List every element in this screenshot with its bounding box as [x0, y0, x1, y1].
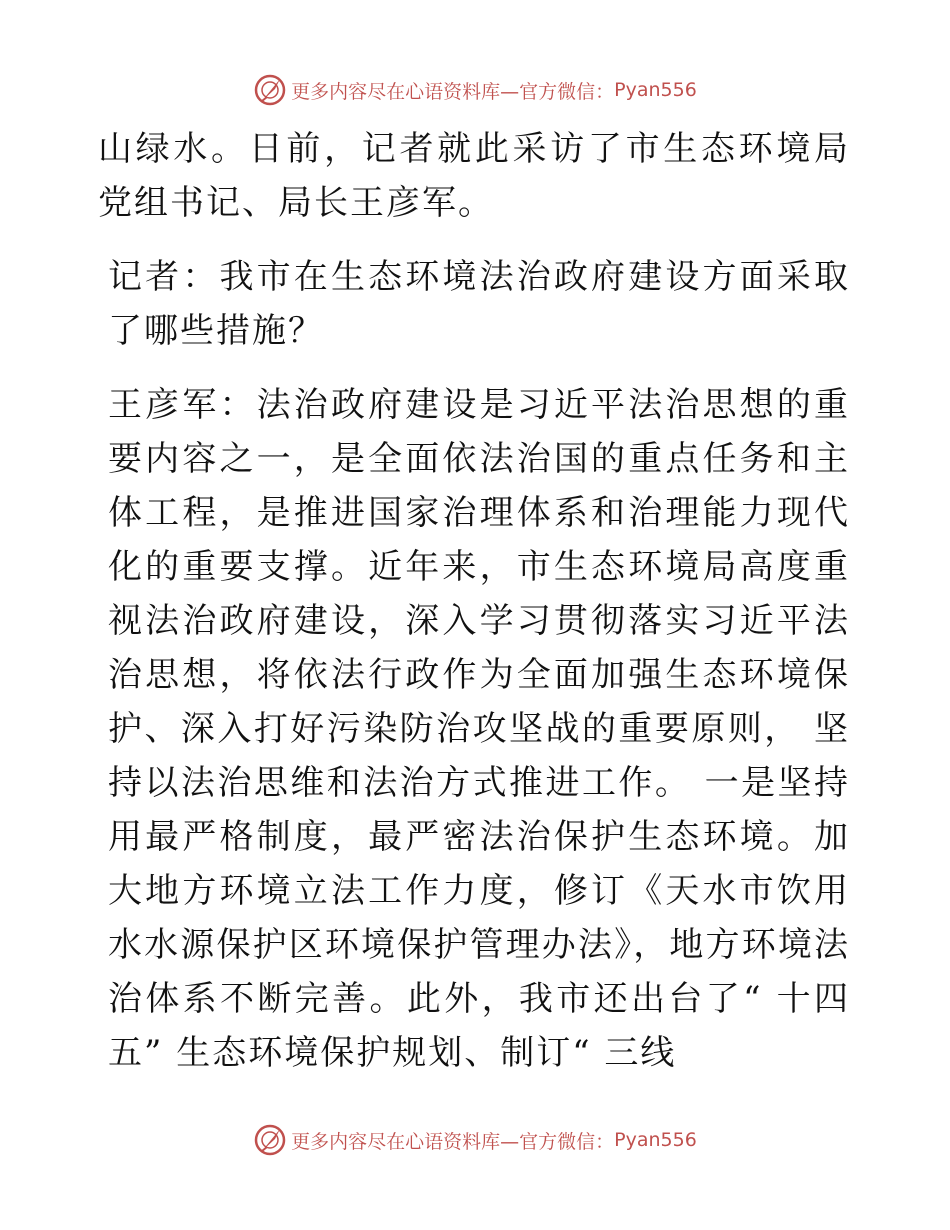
watermark-wechat-id: Pyan556 [614, 1129, 697, 1151]
quill-pen-logo-icon [253, 1123, 287, 1157]
article-body [98, 122, 850, 1100]
watermark-text: 更多内容尽在心语资料库—官方微信： [291, 1130, 615, 1153]
paragraph-answer: 王彦军：法治政府建设是习近平法治思想的重要内容之一，是全面依法治国的重点任务和主体工程，是推进国家治理体系和治理能力现代化的重要支撑。近年来，市生态环境局高度重视法治政府建设，深入学习贯彻落实习近平法治思想，将依法行政作为全面加强生态环境保护、深入打好污染防治攻坚战的重要原则， 坚持以法治思维和法治方式推进工作。 一是坚持用最严格制度，最严密法治保护生态环境。加大地方环境立法工作力度，修订《天水市饮用水水源保护区环境保护管理办法》，地方环境法治体系不断完善。此外，我市还出台了“ 十四五” 生态环境保护规划、制订“ 三线 [108, 385, 850, 1073]
watermark-text: 更多内容尽在心语资料库—官方微信： [291, 80, 615, 103]
paragraph-intro: 山绿水。日前，记者就此采访了市生态环境局党组书记、局长王彦军。 [98, 129, 850, 223]
watermark-wechat-id: Pyan556 [614, 79, 697, 101]
paragraph-reporter-question: 记者：我市在生态环境法治政府建设方面采取了哪些措施？ [108, 257, 850, 351]
quill-pen-logo-icon [253, 73, 287, 107]
footer-watermark [0, 1120, 950, 1160]
header-watermark [0, 70, 950, 110]
